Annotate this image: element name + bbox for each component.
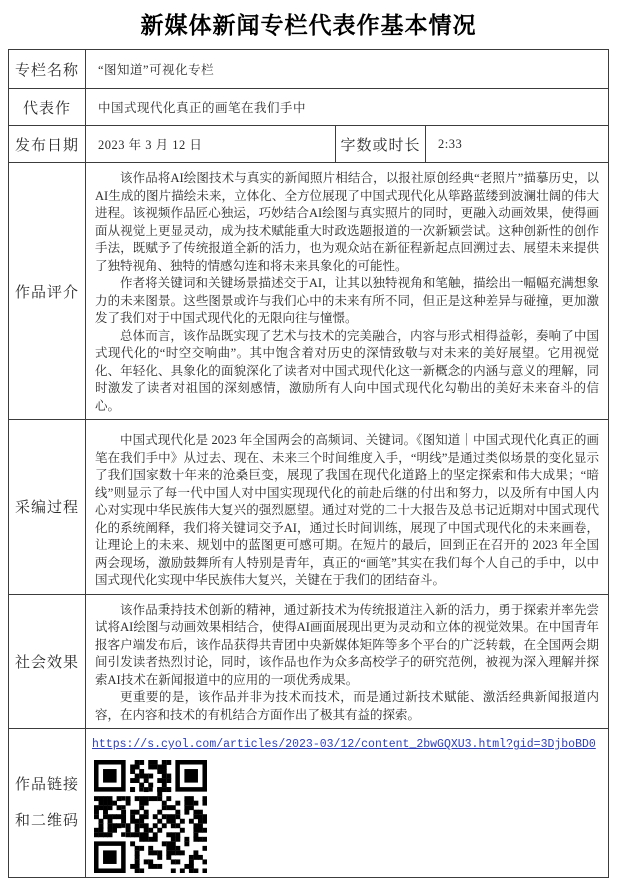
row-process <box>9 420 609 595</box>
duration-value: 2:33 <box>426 126 609 163</box>
info-table <box>8 49 609 878</box>
duration-label: 字数或时长 <box>336 126 426 163</box>
row-rep-work <box>9 89 609 126</box>
review-paragraph-3: 总体而言，该作品既实现了艺术与技术的完美融合，内容与形式相得益彰，奏响了中国式现代化的“时空交响曲”。其中饱含着对历史的深情致敬与对未来的美好展望。它用视觉化、年轻化、具象化的面貌深化了读者对中国式现代化这一新概念的内涵与意义的理解，同时激发了读者对祖国的深刻感情，激励所有人向中国式现代化勾勒出的美好未来奋斗的信心。 <box>95 328 599 413</box>
row-column-name <box>9 50 609 89</box>
link-qr-content <box>86 729 609 878</box>
effect-paragraph-1: 该作品秉持技术创新的精神，通过新技术为传统报道注入新的活力，勇于探索并率先尝试将AI绘图与动画效果相结合，使得AI画面展现出更为灵动和立体的视觉效果。在中国青年报客户端发布后，该作品获得共青团中央新媒体矩阵等多个平台的广泛转载，在全国两会期间引发读者热烈讨论，同时，该作品也作为众多高校学子的研究范例，被视为深入理解并探索AI技术在新闻报道中的应用的一项优秀成果。 <box>95 602 599 687</box>
column-name-value: “图知道”可视化专栏 <box>86 50 609 89</box>
link-qr-label-line1: 作品链接 <box>14 776 79 793</box>
work-url-link[interactable]: https://s.cyol.com/articles/2023-03/12/content_2bwGQXU3.html?gid=3DjboBD0 <box>92 738 596 751</box>
review-paragraph-2: 作者将关键词和关键场景描述交于AI，让其以独特视角和笔触，描绘出一幅幅充满想象力的未来图景。这些图景或许与我们心中的未来有所不同，但正是这种差异与碰撞，更加激发了我们对于中国式现代化的无限向往与憧憬。 <box>95 276 599 325</box>
review-paragraph-1: 该作品将AI绘图技术与真实的新闻照片相结合，以报社原创经典“老照片”描摹历史，以AI生成的图片描绘未来，立体化、全方位展现了中国式现代化从筚路蓝缕到波澜壮阔的伟大进程。该视频作品匠心独运，巧妙结合AI绘图与真实照片的同时，更融入动画效果，使得画面从视觉上更显灵动，成为技术赋能重大时政选题报道的一次新颖尝试。这种创新性的创作手法，既赋予了传统报道全新的活力，也为观众站在新征程新起点回溯过去、展望未来提供了独特视角、独特的情感勾连和将未来具象化的可能性。 <box>95 171 599 273</box>
effect-paragraph-2: 更重要的是，该作品并非为技术而技术，而是通过新技术赋能、激活经典新闻报道内容，在内容和技术的有机结合方面作出了极其有益的探索。 <box>95 690 599 722</box>
publish-date-label: 发布日期 <box>9 126 86 163</box>
effect-label: 社会效果 <box>9 594 86 729</box>
review-content <box>86 163 609 420</box>
row-effect <box>9 594 609 729</box>
process-paragraph-1: 中国式现代化是 2023 年全国两会的高频词、关键词。《图知道｜中国式现代化真正的画笔在我们手中》从过去、现在、未来三个时间维度入手，“明线”是通过类似场景的变化显示了我们国家数十年来的沧桑巨变，展现了我国在现代化道路上的坚定探索和伟大成果；“暗线”则显示了每一代中国人对中国实现现代化的前赴后继的付出和努力，以及所有中国人内心对实现中华民族伟大复兴的强烈愿望。通过对党的二十大报告及总书记近期对中国式现代化的系统阐释，我们将关键词交予AI，通过长时间训练，展现了中国式现代化的未来画卷，让理论上的未来、规划中的蓝图更可感可期。在短片的最后，回到正在召开的 2023 年全国两会现场，激励鼓舞所有人特别是青年，真正的“画笔”其实在我们每个人自己的手中，以中国式现代化实现中华民族伟大复兴，关键在于我们的团结奋斗。 <box>95 433 599 587</box>
rep-work-label: 代表作 <box>9 89 86 126</box>
column-name-label: 专栏名称 <box>9 50 86 89</box>
row-review <box>9 163 609 420</box>
row-publish-date <box>9 126 609 163</box>
qr-code-icon <box>94 760 207 873</box>
row-link-qr <box>9 729 609 878</box>
publish-date-value: 2023 年 3 月 12 日 <box>86 126 336 163</box>
effect-content <box>86 594 609 729</box>
rep-work-value: 中国式现代化真正的画笔在我们手中 <box>86 89 609 126</box>
link-qr-label <box>9 729 86 878</box>
process-label: 采编过程 <box>9 420 86 595</box>
link-qr-label-line2: 和二维码 <box>14 812 79 829</box>
page-title: 新媒体新闻专栏代表作基本情况 <box>140 12 477 38</box>
review-label: 作品评介 <box>9 163 86 420</box>
process-content <box>86 420 609 595</box>
